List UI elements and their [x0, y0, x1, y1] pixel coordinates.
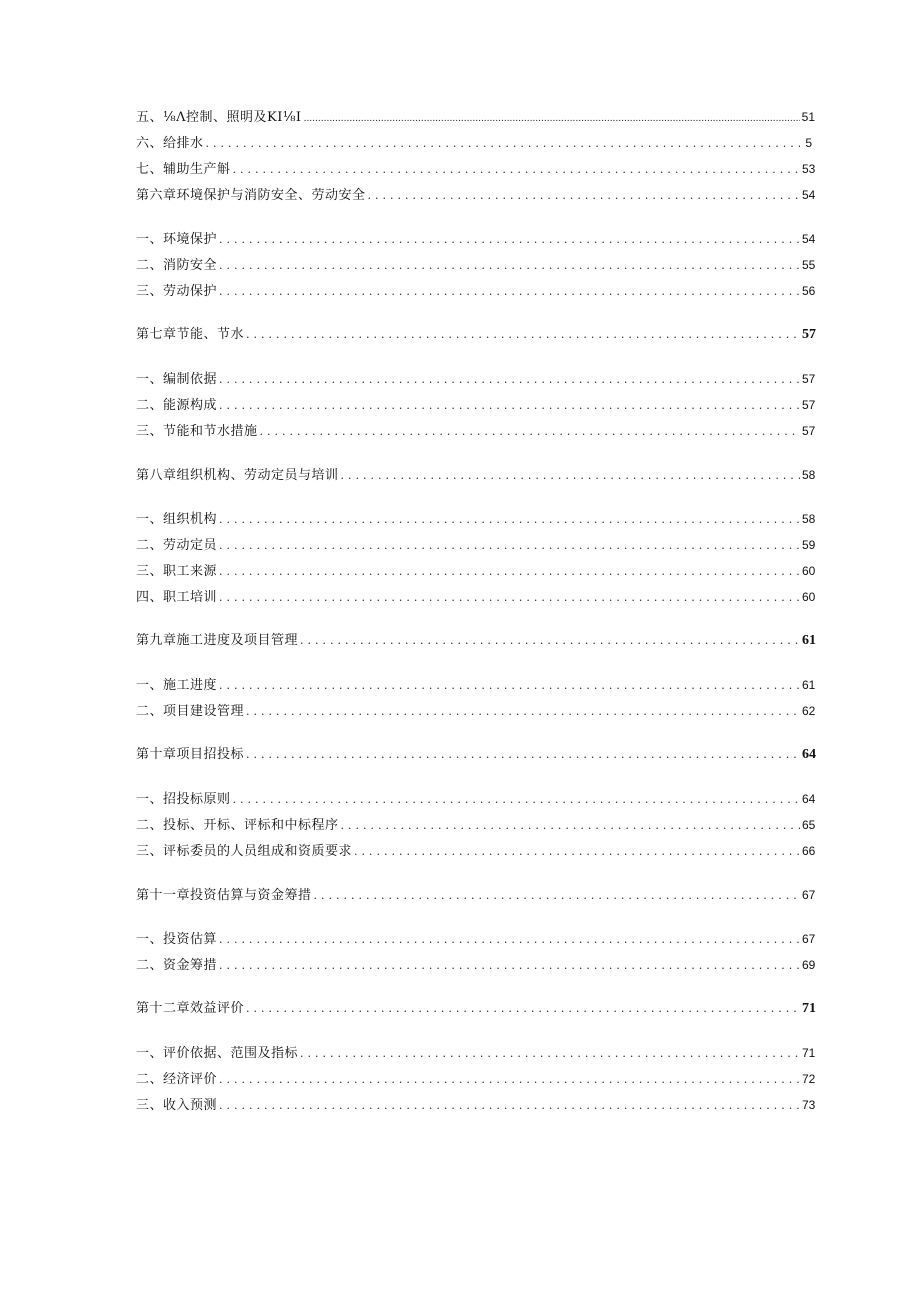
toc-entry-page-number: 57 — [802, 327, 816, 342]
dot-leader — [300, 1041, 800, 1067]
toc-entry-page-number: 64 — [802, 792, 816, 806]
toc-entry[interactable] — [136, 182, 816, 208]
toc-entry[interactable] — [136, 532, 816, 558]
toc-entry-title: 二、能源构成 — [136, 398, 218, 413]
toc-entry-page-number: 61 — [802, 633, 816, 648]
dot-leader — [260, 419, 800, 445]
toc-entry-page-number: 65 — [802, 818, 816, 832]
toc-entry[interactable] — [136, 996, 816, 1022]
toc-entry[interactable] — [136, 882, 816, 908]
toc-entry-title: 四、职工培训 — [136, 590, 218, 605]
toc-entry-title: 第十二章效益评价 — [136, 1001, 245, 1016]
toc-entry[interactable] — [136, 558, 816, 584]
toc-entry-title: 第九章施工进度及项目管理 — [136, 633, 299, 648]
dot-leader — [314, 883, 800, 909]
dot-leader — [219, 953, 800, 979]
toc-entry-title: 三、劳动保护 — [136, 284, 218, 299]
toc-entry-title: 三、节能和节水措施 — [136, 424, 258, 439]
toc-entry[interactable] — [136, 742, 816, 768]
toc-entry-title: 七、辅助生产斛 — [136, 162, 231, 177]
dot-leader — [219, 367, 800, 393]
dot-leader — [219, 927, 800, 953]
toc-entry-page-number: 57 — [802, 424, 816, 438]
dot-leader — [219, 559, 800, 585]
toc-entry-page-number: 54 — [802, 188, 816, 202]
toc-entry-title: 第十一章投资估算与资金筹措 — [136, 888, 312, 903]
toc-entry-page-number: 60 — [802, 564, 816, 578]
toc-entry[interactable] — [136, 1040, 816, 1066]
dot-leader — [246, 996, 800, 1022]
toc-entry-page-number: 66 — [802, 844, 816, 858]
toc-entry[interactable] — [136, 252, 816, 278]
toc-entry-page-number: 69 — [802, 958, 816, 972]
dot-leader — [219, 673, 800, 699]
toc-entry-page-number: 58 — [802, 468, 816, 482]
toc-entry-title: 三、评标委员的人员组成和资质要求 — [136, 844, 353, 859]
toc-entry[interactable] — [136, 322, 816, 348]
toc-entry-page-number: 55 — [802, 258, 816, 272]
toc-entry-page-number: 64 — [802, 747, 816, 762]
dot-leader — [246, 699, 800, 725]
dot-leader — [219, 507, 800, 533]
toc-entry-page-number: 53 — [802, 162, 816, 176]
toc-entry-title: 一、投资估算 — [136, 932, 218, 947]
toc-entry-title: 三、收入预测 — [136, 1098, 218, 1113]
toc-entry[interactable] — [136, 786, 816, 812]
toc-entry-page-number: 51 — [801, 110, 816, 124]
dot-leader — [246, 742, 800, 768]
toc-entry-title: 六、给排水 — [136, 136, 204, 151]
toc-entry[interactable] — [136, 130, 812, 156]
toc-entry-title: 二、投标、开标、评标和中标程序 — [136, 818, 339, 833]
toc-entry[interactable] — [136, 226, 816, 252]
toc-entry[interactable] — [136, 392, 816, 418]
toc-entry-page-number: 61 — [802, 678, 816, 692]
toc-entry-page-number: 62 — [802, 704, 816, 718]
toc-entry-title: 一、编制依据 — [136, 372, 218, 387]
toc-entry-title: 第八章组织机构、劳动定员与培训 — [136, 468, 339, 483]
dot-leader — [219, 279, 800, 305]
toc-entry[interactable] — [136, 1066, 816, 1092]
dot-leader — [219, 253, 800, 279]
toc-entry[interactable] — [136, 926, 816, 952]
dot-leader — [354, 839, 800, 865]
dot-leader — [219, 227, 800, 253]
dot-leader — [206, 131, 800, 157]
toc-entry-page-number: 58 — [802, 512, 816, 526]
toc-entry-page-number: 72 — [802, 1072, 816, 1086]
toc-entry[interactable] — [136, 462, 816, 488]
toc-entry-page-number: 71 — [802, 1046, 816, 1060]
toc-entry-page-number: 71 — [802, 1001, 816, 1016]
toc-entry-title: 第六章环境保护与消防安全、劳动安全 — [136, 188, 366, 203]
toc-entry-page-number: 54 — [802, 232, 816, 246]
toc-entry-title: 二、资金筹措 — [136, 958, 218, 973]
dot-leader — [219, 533, 800, 559]
dot-leader — [246, 322, 800, 348]
toc-entry[interactable] — [136, 698, 816, 724]
toc-entry-page-number: 59 — [802, 538, 816, 552]
toc-entry[interactable] — [136, 104, 816, 130]
dot-leader — [368, 183, 800, 209]
toc-entry-title: 一、组织机构 — [136, 512, 218, 527]
toc-entry[interactable] — [136, 156, 816, 182]
toc-entry-title: 一、环境保护 — [136, 232, 218, 247]
toc-entry-page-number: 57 — [802, 398, 816, 412]
toc-entry-page-number: 73 — [802, 1098, 816, 1112]
toc-entry-title: 三、职工来源 — [136, 564, 218, 579]
toc-entry-title: 一、招投标原则 — [136, 792, 231, 807]
dot-leader — [219, 393, 800, 419]
toc-entry-page-number: 67 — [802, 932, 816, 946]
toc-entry[interactable] — [136, 1092, 816, 1118]
table-of-contents — [136, 104, 816, 1118]
toc-entry-title: 二、项目建设管理 — [136, 704, 245, 719]
toc-entry[interactable] — [136, 584, 816, 610]
dot-leader — [341, 463, 800, 489]
toc-entry[interactable] — [136, 506, 816, 532]
toc-entry-page-number: 60 — [802, 590, 816, 604]
toc-entry-page-number: 57 — [802, 372, 816, 386]
dot-leader — [300, 628, 800, 654]
dot-leader — [233, 157, 800, 183]
dot-leader — [233, 787, 800, 813]
toc-entry-title: 第十章项目招投标 — [136, 747, 245, 762]
toc-entry-title: 二、消防安全 — [136, 258, 218, 273]
toc-entry-title: 五、⅛Λ控制、照明及KI⅛I — [136, 110, 302, 125]
toc-entry-title: 一、施工进度 — [136, 678, 218, 693]
toc-entry[interactable] — [136, 838, 816, 864]
toc-entry[interactable] — [136, 672, 816, 698]
toc-entry[interactable] — [136, 278, 816, 304]
toc-entry[interactable] — [136, 812, 816, 838]
toc-entry-page-number: 56 — [802, 284, 816, 298]
toc-entry[interactable] — [136, 366, 816, 392]
toc-entry-page-number: 5 — [805, 136, 812, 150]
toc-entry-title: 二、劳动定员 — [136, 538, 218, 553]
dot-leader — [219, 1067, 800, 1093]
toc-entry-title: 第七章节能、节水 — [136, 327, 245, 342]
toc-entry[interactable] — [136, 418, 816, 444]
toc-entry[interactable] — [136, 628, 816, 654]
toc-entry[interactable] — [136, 952, 816, 978]
toc-entry-title: 一、评价依据、范围及指标 — [136, 1046, 299, 1061]
dot-leader — [304, 106, 800, 132]
toc-entry-page-number: 67 — [802, 888, 816, 902]
dot-leader — [341, 813, 800, 839]
dot-leader — [219, 585, 800, 611]
toc-entry-title: 二、经济评价 — [136, 1072, 218, 1087]
dot-leader — [219, 1093, 800, 1119]
